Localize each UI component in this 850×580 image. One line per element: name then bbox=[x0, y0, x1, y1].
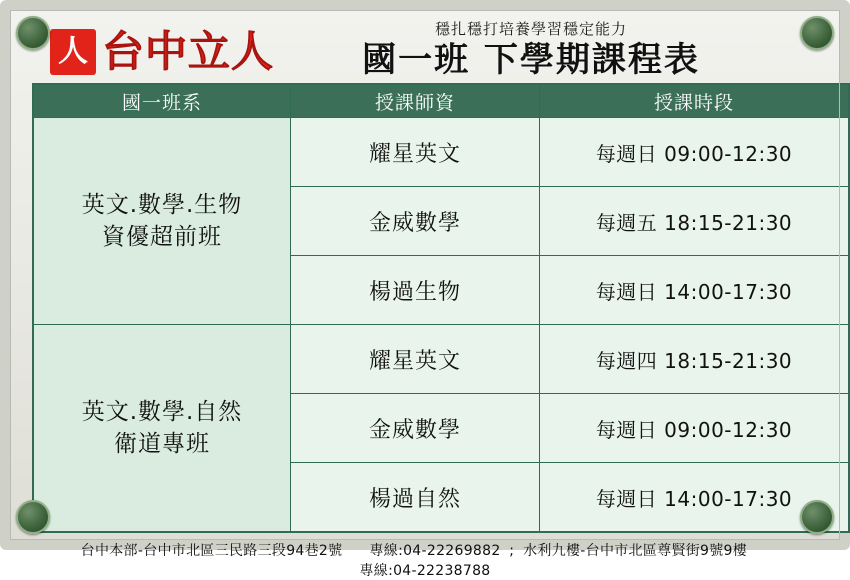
table-header-row bbox=[33, 84, 849, 118]
logo-mark-icon bbox=[50, 29, 96, 75]
group-name-cell bbox=[33, 118, 291, 325]
table-body bbox=[33, 118, 849, 533]
column-header-time: 授課時段 bbox=[540, 84, 850, 118]
teacher-cell: 耀星英文 bbox=[291, 325, 540, 394]
time-cell: 每週日 14:00-17:30 bbox=[540, 256, 850, 325]
column-header-teacher: 授課師資 bbox=[291, 84, 540, 118]
footer-separator: ; bbox=[509, 543, 515, 559]
teacher-cell: 楊過生物 bbox=[291, 256, 540, 325]
teacher-cell: 金威數學 bbox=[291, 394, 540, 463]
screw-top-right-icon bbox=[800, 16, 834, 50]
table-row bbox=[33, 118, 849, 187]
screw-bottom-right-icon bbox=[800, 500, 834, 534]
footer-branch1: 台中本部-台中市北區三民路三段94巷2號 bbox=[80, 543, 343, 559]
footer-phone1: 專線:04-22269882 bbox=[369, 543, 501, 559]
time-cell: 每週日 09:00-12:30 bbox=[540, 394, 850, 463]
time-cell: 每週五 18:15-21:30 bbox=[540, 187, 850, 256]
logo-text: 台中立人 bbox=[102, 27, 275, 76]
group-name-line1: 英文.數學.生物 bbox=[81, 192, 243, 218]
time-cell: 每週四 18:15-21:30 bbox=[540, 325, 850, 394]
page-title: 國一班 下學期課程表 bbox=[362, 40, 700, 80]
screw-bottom-left-icon bbox=[16, 500, 50, 534]
group-name-cell bbox=[33, 325, 291, 533]
group-name-line1: 英文.數學.自然 bbox=[81, 399, 243, 425]
footer-contact bbox=[32, 540, 818, 580]
slogan-text: 穩扎穩打培養學習穩定能力 bbox=[435, 20, 628, 38]
teacher-cell: 楊過自然 bbox=[291, 463, 540, 533]
group-name-line2: 資優超前班 bbox=[102, 224, 222, 250]
brand-logo bbox=[50, 29, 274, 75]
column-header-class: 國一班系 bbox=[33, 84, 291, 118]
time-cell: 每週日 14:00-17:30 bbox=[540, 463, 850, 533]
title-block bbox=[274, 18, 818, 79]
footer-branch2: 水利九樓-台中市北區尊賢街9號9樓 bbox=[523, 543, 748, 559]
footer-phone2: 專線:04-22238788 bbox=[359, 563, 491, 579]
screw-top-left-icon bbox=[16, 16, 50, 50]
poster-header bbox=[32, 18, 818, 79]
table-header bbox=[33, 84, 849, 118]
poster-content bbox=[10, 10, 840, 579]
schedule-table bbox=[32, 83, 850, 533]
time-cell: 每週日 09:00-12:30 bbox=[540, 118, 850, 187]
teacher-cell: 耀星英文 bbox=[291, 118, 540, 187]
table-row bbox=[33, 325, 849, 394]
logo-glyph: 人 bbox=[58, 34, 88, 69]
group-name-line2: 衛道專班 bbox=[114, 431, 210, 457]
teacher-cell: 金威數學 bbox=[291, 187, 540, 256]
